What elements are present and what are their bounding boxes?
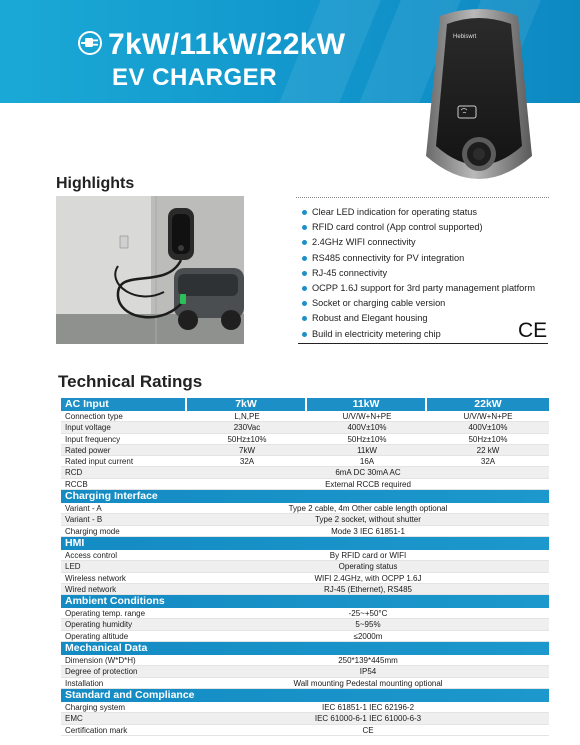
table-row [61, 561, 549, 572]
cell-22kw: U/V/W+N+PE [463, 412, 513, 421]
feature-item: RFID card control (App control supported) [302, 220, 535, 235]
row-value: RJ-45 (Ethernet), RS485 [323, 584, 413, 594]
highlights-heading: Highlights [56, 175, 135, 192]
table-row [61, 584, 549, 595]
table-row [61, 422, 549, 433]
page-subtitle: EV CHARGER [112, 64, 278, 91]
row-value: IP54 [359, 667, 377, 677]
column-header: 7kW [187, 398, 307, 411]
feature-item: Build in electricity metering chip [302, 327, 535, 342]
row-value: IEC 61000-6-1 IEC 61000-6-3 [314, 714, 422, 724]
bullet-icon [302, 286, 307, 291]
row-value: IEC 61851-1 IEC 62196-2 [321, 702, 415, 712]
row-label: EMC [65, 714, 83, 724]
table-row [61, 702, 549, 713]
plug-icon [76, 28, 106, 58]
bullet-icon [302, 316, 307, 321]
cell-7kw: 7kW [239, 445, 255, 455]
row-value: Type 2 cable, 4m Other cable length optional [288, 504, 448, 514]
row-value: 250*139*445mm [338, 656, 398, 666]
row-label: Access control [65, 550, 118, 560]
cell-22kw: 22 kW [476, 445, 500, 455]
spec-table [61, 398, 549, 736]
row-label: Operating humidity [65, 620, 133, 630]
table-row [61, 467, 549, 478]
row-value: Wall mounting Pedestal mounting optional [293, 678, 443, 688]
table-row [61, 514, 549, 525]
row-value: ≤2000m [353, 631, 383, 641]
cell-11kw: 11kW [357, 445, 377, 455]
row-label: Rated power [65, 445, 111, 455]
row-label: Connection type [65, 412, 123, 421]
cell-11kw: 50Hz±10% [347, 434, 387, 444]
row-value: By RFID card or WIFI [329, 550, 407, 560]
section-header: Charging Interface [61, 490, 549, 503]
section-header: Standard and Compliance [61, 689, 549, 702]
row-label: Input frequency [65, 434, 121, 444]
technical-ratings-heading: Technical Ratings [58, 372, 203, 391]
table-row [61, 608, 549, 619]
row-label: Variant - B [65, 515, 103, 525]
row-label: Wireless network [65, 573, 126, 583]
table-row [61, 434, 549, 445]
table-row [61, 479, 549, 490]
section-header: Ambient Conditions [61, 595, 549, 608]
title-power: 7kW/11kW/22kW [108, 28, 346, 61]
bullet-icon [302, 332, 307, 337]
table-row [61, 678, 549, 689]
bullet-icon [302, 271, 307, 276]
row-label: Degree of protection [65, 667, 138, 677]
column-header: 22kW [427, 398, 549, 411]
charger-product-image [420, 6, 538, 196]
feature-item: OCPP 1.6J support for 3rd party management platform [302, 281, 535, 296]
row-label: Dimension (W*D*H) [65, 656, 136, 666]
cell-11kw: 400V±10% [347, 423, 387, 433]
divider [298, 343, 548, 344]
table-row [61, 655, 549, 666]
bullet-icon [302, 240, 307, 245]
table-row [61, 503, 549, 514]
row-value: CE [362, 725, 374, 735]
row-label: Wired network [65, 584, 117, 594]
table-row [61, 526, 549, 537]
feature-list [302, 205, 535, 342]
feature-item: Robust and Elegant housing [302, 311, 535, 326]
row-label: Operating temp. range [65, 609, 146, 619]
row-value: Type 2 socket, without shutter [315, 515, 421, 525]
row-value: Mode 3 IEC 61851-1 [331, 526, 405, 536]
row-value: 6mA DC 30mA AC [335, 468, 401, 478]
page-title [108, 28, 345, 62]
row-value: WIFI 2.4GHz, with OCPP 1.6J [314, 573, 422, 583]
row-label: Variant - A [65, 504, 102, 514]
table-row [61, 725, 549, 736]
row-value: -25~+50°C [348, 609, 388, 619]
feature-item: 2.4GHz WIFI connectivity [302, 235, 535, 250]
column-header: AC Input [61, 398, 187, 411]
row-label: Input voltage [65, 423, 111, 433]
row-label: RCD [65, 468, 83, 478]
row-label: RCCB [65, 479, 88, 489]
bullet-icon [302, 225, 307, 230]
feature-item: RJ-45 connectivity [302, 266, 535, 281]
cell-22kw: 400V±10% [468, 423, 508, 433]
cell-11kw: 16A [359, 457, 375, 467]
table-row [61, 619, 549, 630]
table-row [61, 631, 549, 642]
section-header: Mechanical Data [61, 642, 549, 655]
cell-22kw: 50Hz±10% [468, 434, 508, 444]
row-label: Rated input current [65, 457, 134, 467]
row-label: Charging system [65, 702, 126, 712]
table-row [61, 713, 549, 724]
cell-11kw: U/V/W+N+PE [342, 412, 392, 421]
bullet-icon [302, 256, 307, 261]
cell-22kw: 32A [480, 457, 496, 467]
table-row [61, 666, 549, 677]
table-row [61, 456, 549, 467]
table-row [61, 445, 549, 456]
section-header: HMI [61, 537, 549, 550]
table-header-row [61, 398, 549, 411]
feature-item: RS485 connectivity for PV integration [302, 251, 535, 266]
cell-7kw: 230Vac [233, 423, 261, 433]
feature-item: Clear LED indication for operating status [302, 205, 535, 220]
row-label: LED [65, 562, 81, 572]
cell-7kw: 32A [239, 457, 255, 467]
column-header: 11kW [307, 398, 427, 411]
row-label: Certification mark [65, 725, 128, 735]
row-label: Charging mode [65, 526, 120, 536]
svg-text:CE: CE [518, 319, 548, 340]
row-value: 5~95% [355, 620, 381, 630]
divider [296, 197, 549, 198]
cell-7kw: L,N,PE [234, 412, 260, 421]
cell-7kw: 50Hz±10% [227, 434, 267, 444]
bullet-icon [302, 301, 307, 306]
table-row [61, 411, 549, 422]
ce-mark-icon [518, 318, 550, 340]
table-row [61, 573, 549, 584]
bullet-icon [302, 210, 307, 215]
table-row [61, 550, 549, 561]
row-value: Operating status [338, 562, 398, 572]
product-installation-photo [56, 196, 244, 344]
feature-item: Socket or charging cable version [302, 296, 535, 311]
row-label: Operating altitude [65, 631, 129, 641]
row-label: Installation [65, 678, 104, 688]
row-value: External RCCB required [325, 479, 411, 489]
brand-logo: Hebiswrt [453, 34, 477, 40]
